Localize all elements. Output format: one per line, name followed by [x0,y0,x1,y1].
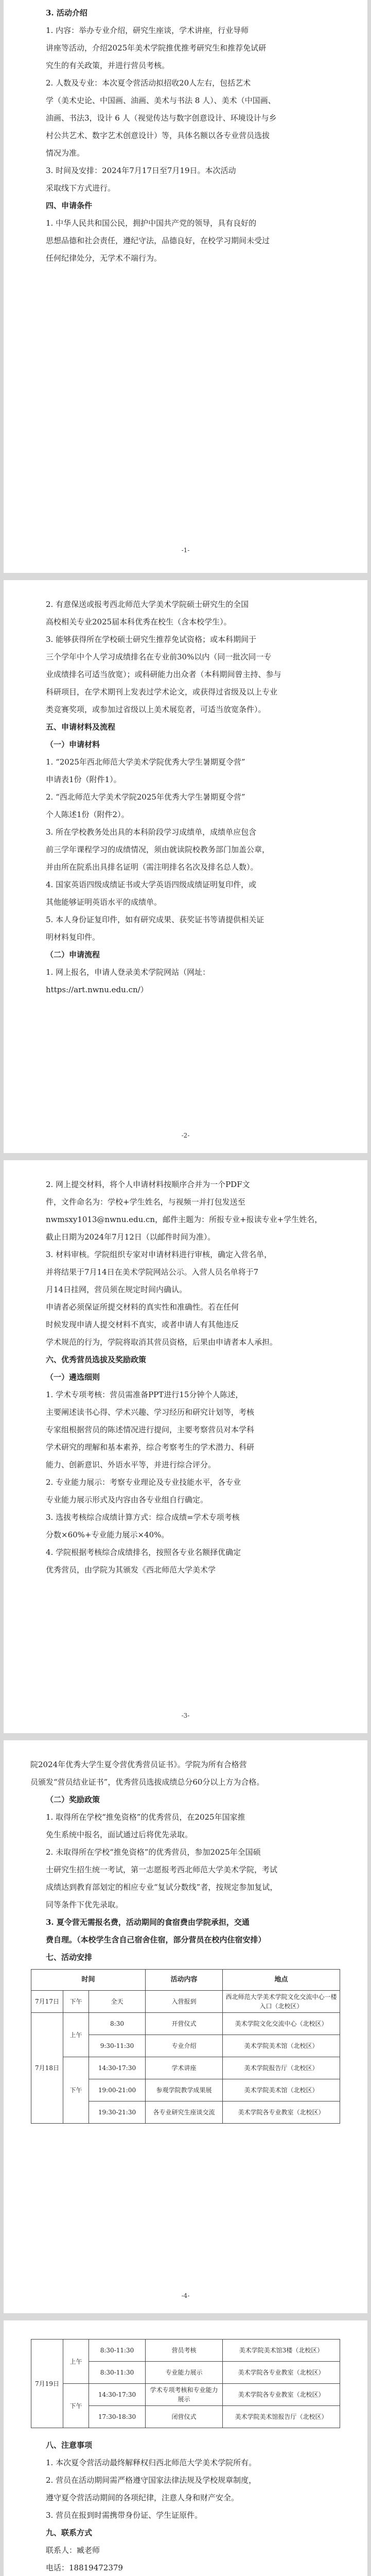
paragraph-line: 1. 本次夏令营活动最终解释权归西北师范大学美术学院所有。 [46,2458,257,2467]
section-heading: 六、优秀营员选拔及奖励政策 [46,1355,147,1364]
place-cell: 美术学院各专业教室（北校区） [223,2102,340,2124]
paragraph-line: 2. 未取得所在学校“推免资格”的优秀营员，参加2025年全国硕 [46,1848,261,1857]
section-heading: 3. 夏令营无需报名费，活动期间的食宿费由学院承担，交通 [46,1918,250,1927]
paragraph-line: 业成绩排名可适当放宽）；或科研能力出众者（本科期间曾主持、参与 [46,670,281,679]
paragraph-line: 前三学年课程学习的成绩情况，须由就读院校教务部门加盖公章， [46,845,270,854]
paragraph-line: 1. 网上报名，申请人登录美术学院网站（网址： [46,968,210,977]
time-cell: 9:30-11:30 [89,2035,146,2057]
section-heading: （一）申请材料 [46,740,100,749]
schedule-header-row [31,1970,340,1991]
time-cell: 8:30-11:30 [89,2340,146,2362]
paragraph-line: 能力、创新意识、外语水平等，并进行综合评分。 [46,1460,216,1469]
section-heading: （一）遴选细则 [46,1372,100,1382]
table-row [31,2057,340,2079]
paragraph-line: 2. 人数及专业：本次夏令营活动拟招收20人左右，包括艺术 [46,78,251,88]
activity-cell: 学术讲座 [146,2057,223,2079]
document-page-3 [4,1160,367,1733]
place-cell: 美术学院各专业教室（北校区） [223,2362,340,2384]
paragraph-line: 联系人：臧老师 [46,2546,100,2555]
document-page-2 [4,580,367,1153]
time-cell: 14:30-17:30 [89,2384,146,2406]
table-row [31,2340,340,2362]
paragraph-line: 申请者必须保证所提交材料的真实性和准确性。若在任何 [46,1302,239,1312]
section-heading: 五、申请材料及流程 [46,722,116,732]
paragraph-line: 1. 取得所在学校“推免资格”的优秀营员，在2025年国家推 [46,1812,245,1822]
header-place: 地点 [223,1970,340,1991]
paragraph-line: 免生系统中报名，面试通过后将优先录取。 [46,1830,193,1839]
section-heading: （二）奖励政策 [46,1795,100,1804]
place-cell: 美术学院美术馆（北校区） [223,2035,340,2057]
paragraph-line: 申请表1份（附件1）。 [46,775,121,784]
paragraph-line: https://art.nwnu.edu.cn/） [46,985,148,994]
paragraph-line: 任何纪律处分，无学术不端行为。 [46,253,162,263]
page-number: -3- [181,1712,190,1719]
table-row [31,2384,340,2406]
section-heading: 七、活动安排 [46,1953,93,1962]
paragraph-line: 类竞赛奖项，或参加过省级以上美术展览者，可适当放宽条件）。 [46,705,266,714]
paragraph-line: 个人陈述1份（附件2）。 [46,810,129,819]
day-cell: 7月19日 [31,2340,63,2428]
page-4-body [30,1756,341,1966]
paragraph-line: 专业能力展示形式及内容由各专业组自行确定。 [46,1495,208,1504]
header-activity: 活动内容 [146,1970,223,1991]
header-time: 时间 [31,1970,146,1991]
page-2-body [30,596,341,998]
page-1-body [30,4,341,267]
period-cell: 下午 [63,2384,89,2428]
paragraph-line: 3. 营员在报到时需携带身份证、学生证原件。 [46,2511,203,2520]
day-cell: 7月18日 [31,2013,63,2124]
paragraph-line: 遵守夏令营活动期间的各项纪律，注意人身和财产安全。 [46,2493,239,2502]
paragraph-line: 1. 内容：举办专业介绍，研究生座谈，学术讲座，行业导师 [46,26,249,35]
document-page-4 [4,1740,367,2313]
activity-cell: 营员考核 [146,2340,223,2362]
page-number: -2- [181,1132,190,1139]
paragraph-line: nwmsxy1013@nwnu.edu.cn，邮件主题为：所报专业+报读专业+学生姓名， [46,1215,323,1224]
page-number: -4- [181,2292,190,2299]
paragraph-line: 2. 营员在活动期间需严格遵守国家法律法规及学校规章制度， [46,2476,257,2485]
activity-cell: 开营仪式 [146,2013,223,2035]
paragraph-line: 3. 时间及安排：2024年7月17日至7月19日。本次活动 [46,166,236,175]
paragraph-line: 士研究生招生统一考试，第一志愿报考西北师范大学美术学院，考试 [46,1865,278,1874]
paragraph-line: 3. 能够获得所在学校硕士研究生推荐免试资格；或本科期间于 [46,635,257,644]
paragraph-line: 科研项目，在学术期刊上发表过学术论文，或获得过省级及以上专业 [46,687,278,697]
paragraph-line: 3. 所在学校教务处出具的本科阶段学习成绩单，成绩单应包含 [46,827,257,837]
paragraph-line: 高校相关专业2025届本科优秀在校生（含本校学生）。 [46,617,232,626]
paragraph-line: 1. 学术专项考核：营员需准备PPT进行15分钟个人陈述， [46,1390,243,1399]
place-cell: 西北师范大学美术学院文化交流中心一楼入口（北校区） [223,1991,340,2013]
paragraph-line: 2. 有意保送或报考西北师范大学美术学院硕士研究生的全国 [46,600,249,609]
period-cell: 下午 [63,2057,89,2124]
paragraph-line: 成绩达到教育部划定的相应专业“复试分数线”者，按规定参加复试， [46,1883,278,1892]
activity-cell: 参观学院教学成果展 [146,2079,223,2102]
section-heading: 九、联系方式 [46,2528,93,2537]
paragraph-line: 4. 学院根据考核综合成绩排名，按照各专业名额择优确定 [46,1548,241,1557]
time-cell: 8:30-11:30 [89,2362,146,2384]
activity-cell: 入营报到 [146,1991,223,2013]
paragraph-line: 3. 材料审核。学院组织专家对申请材料进行审核，确定入营名单， [46,1250,272,1259]
time-cell: 19:00-21:00 [89,2079,146,2102]
activity-cell: 学术专项考核和专业能力展示 [146,2384,223,2406]
section-heading: 费自理。（本校学生含自己宿舍住宿，部分营员在校内住宿安排） [46,1935,266,1944]
paragraph-line: 4. 国家英语四级成绩证书或大学英语四级成绩证明复印件，或 [46,880,257,889]
place-cell: 美术学院文化交流中心（北校区） [223,2013,340,2035]
document-page-5 [4,2320,367,2576]
table-row [31,2013,340,2035]
activity-cell: 闭营仪式 [146,2406,223,2428]
paragraph-line: 明材料复印件。 [46,933,100,942]
time-cell: 8:30 [89,2013,146,2035]
paragraph-line: 分数×60%+专业能力展示×40%。 [46,1530,169,1539]
paragraph-line: 院2024年优秀大学生夏令营优秀营员证书》。学院为所有合格营 [30,1760,247,1769]
activity-cell: 专业能力展示 [146,2362,223,2384]
paragraph-line: 其他能够证明英语水平的成绩单。 [46,897,162,907]
time-cell: 14:30-17:30 [89,2057,146,2079]
page-3-body [30,1176,341,1579]
schedule-table-continued [31,2339,340,2428]
paragraph-line: 专家组根据营员的陈述情况进行提问，主要考察营员对本学科 [46,1425,255,1434]
place-cell: 美术学院美术馆3楼（北校区） [223,2340,340,2362]
day-cell: 7月17日 [31,1991,63,2013]
activity-cell: 各专业研究生座谈交流 [146,2102,223,2124]
paragraph-line: 思想品德和社会责任，遵纪守法，品德良好，在校学习期间未受过 [46,236,270,245]
paragraph-line: 时候发现申请人提交材料不真实，或者申请人有其他违反 [46,1320,239,1329]
time-cell: 17:30-18:30 [89,2406,146,2428]
time-cell: 19:30-21:30 [89,2102,146,2124]
page-5-body [30,2436,341,2576]
paragraph-line: 1. 中华人民共和国公民，拥护中国共产党的领导，具有良好的 [46,218,257,228]
paragraph-line: 3. 选拔考核综合成绩计算方式：综合成绩=学术专项考核 [46,1513,240,1522]
activity-cell: 专业介绍 [146,2035,223,2057]
place-cell: 美术学院美术馆报告厅（北校区） [223,2406,340,2428]
period-cell: 上午 [63,2340,89,2384]
section-heading: 四、申请条件 [46,201,93,210]
paragraph-line: 同等条件下优先录取。 [46,1900,123,1909]
section-heading: 3. 活动介绍 [46,8,87,18]
paragraph-line: 讲座等活动，介绍2025年美术学院推优推考研究生和推荐免试研 [46,43,267,53]
paragraph-line: 油画、书法3，设计 6 人（视觉传达与数字创意设计、环境设计与乡 [46,113,277,123]
paragraph-line: 村公共艺术、数字艺术创意设计）等，具体名额以各专业营员选拔 [46,131,270,140]
paragraph-line: 主要阐述读书心得、学术兴趣、学习经历和研究计划等，考核 [46,1408,255,1417]
period-cell: 上午 [63,2013,89,2057]
paragraph-line: 员颁发“营员结业证书”，优秀营员选拔成绩总分60分以上方为合格。 [30,1777,264,1787]
section-heading: 八、注意事项 [46,2441,93,2450]
paragraph-line: 情况为准。 [46,148,85,158]
paragraph-line: 截止日期为2024年7月12日（以邮件时间为准）。 [46,1232,216,1242]
page-number: -1- [181,547,190,554]
paragraph-line: 月14日挂网，营员须在规定时间内确认。 [46,1285,187,1294]
paragraph-line: 1. “2025年西北师范大学美术学院优秀大学生暑期夏令营” [46,757,245,767]
paragraph-line: 2. 专业能力展示：考察专业理论及专业技能水平，各专业 [46,1478,241,1487]
paragraph-line: 采取线下方式进行。 [46,183,116,193]
place-cell: 美术学院报告厅（北校区） [223,2057,340,2079]
paragraph-line: 优秀营员，由学院为其颁发《西北师范大学美术学 [46,1565,216,1574]
paragraph-line: 究生的有关政策，并进行营员考核。 [46,61,170,70]
paragraph-line: 学术研究的理解和基本素养，综合考察考生的学术潜力、科研 [46,1443,255,1452]
period-cell: 下午 [63,1991,89,2013]
table-row [31,1991,340,2013]
paragraph-line: 2. 网上提交材料，将个人申请材料按顺序合并为一个PDF文 [46,1180,250,1189]
paragraph-line: 并由所在院系出具排名证明（需注明排名名次及排名总人数）。 [46,862,258,872]
place-cell: 美术学院各专业教室（北校区） [223,2384,340,2406]
section-heading: （二）申请流程 [46,950,100,959]
place-cell: 美术学院美术馆（北校区） [223,2079,340,2102]
time-cell: 全天 [89,1991,146,2013]
document-page-1 [4,0,367,573]
paragraph-line: 三个学年中个人学习成绩排名在专业前30%以内（同一批次同一专 [46,652,272,662]
paragraph-line: 学（美术史论、中国画、油画、美术与书法 8 人）、美术（中国画、 [46,96,276,105]
paragraph-line: 电话：18819472379 [46,2563,123,2572]
paragraph-line: 5. 本人身份证复印件，如有研究成果、获奖证书等请提供相关证 [46,915,264,924]
paragraph-line: 2. “西北师范大学美术学院2025年优秀大学生暑期夏令营” [46,792,245,802]
paragraph-line: 学术规范的行为，学院将取消其营员资格，后果由申请者本人承担。 [46,1337,278,1347]
paragraph-line: 件，文件命名为：学校+学生姓名，与视频一并打包发送至 [46,1197,245,1207]
schedule-table [31,1969,340,2124]
paragraph-line: 并将结果于7月14日在美术学院网站公示。入营人员名单将于7 [46,1267,259,1277]
